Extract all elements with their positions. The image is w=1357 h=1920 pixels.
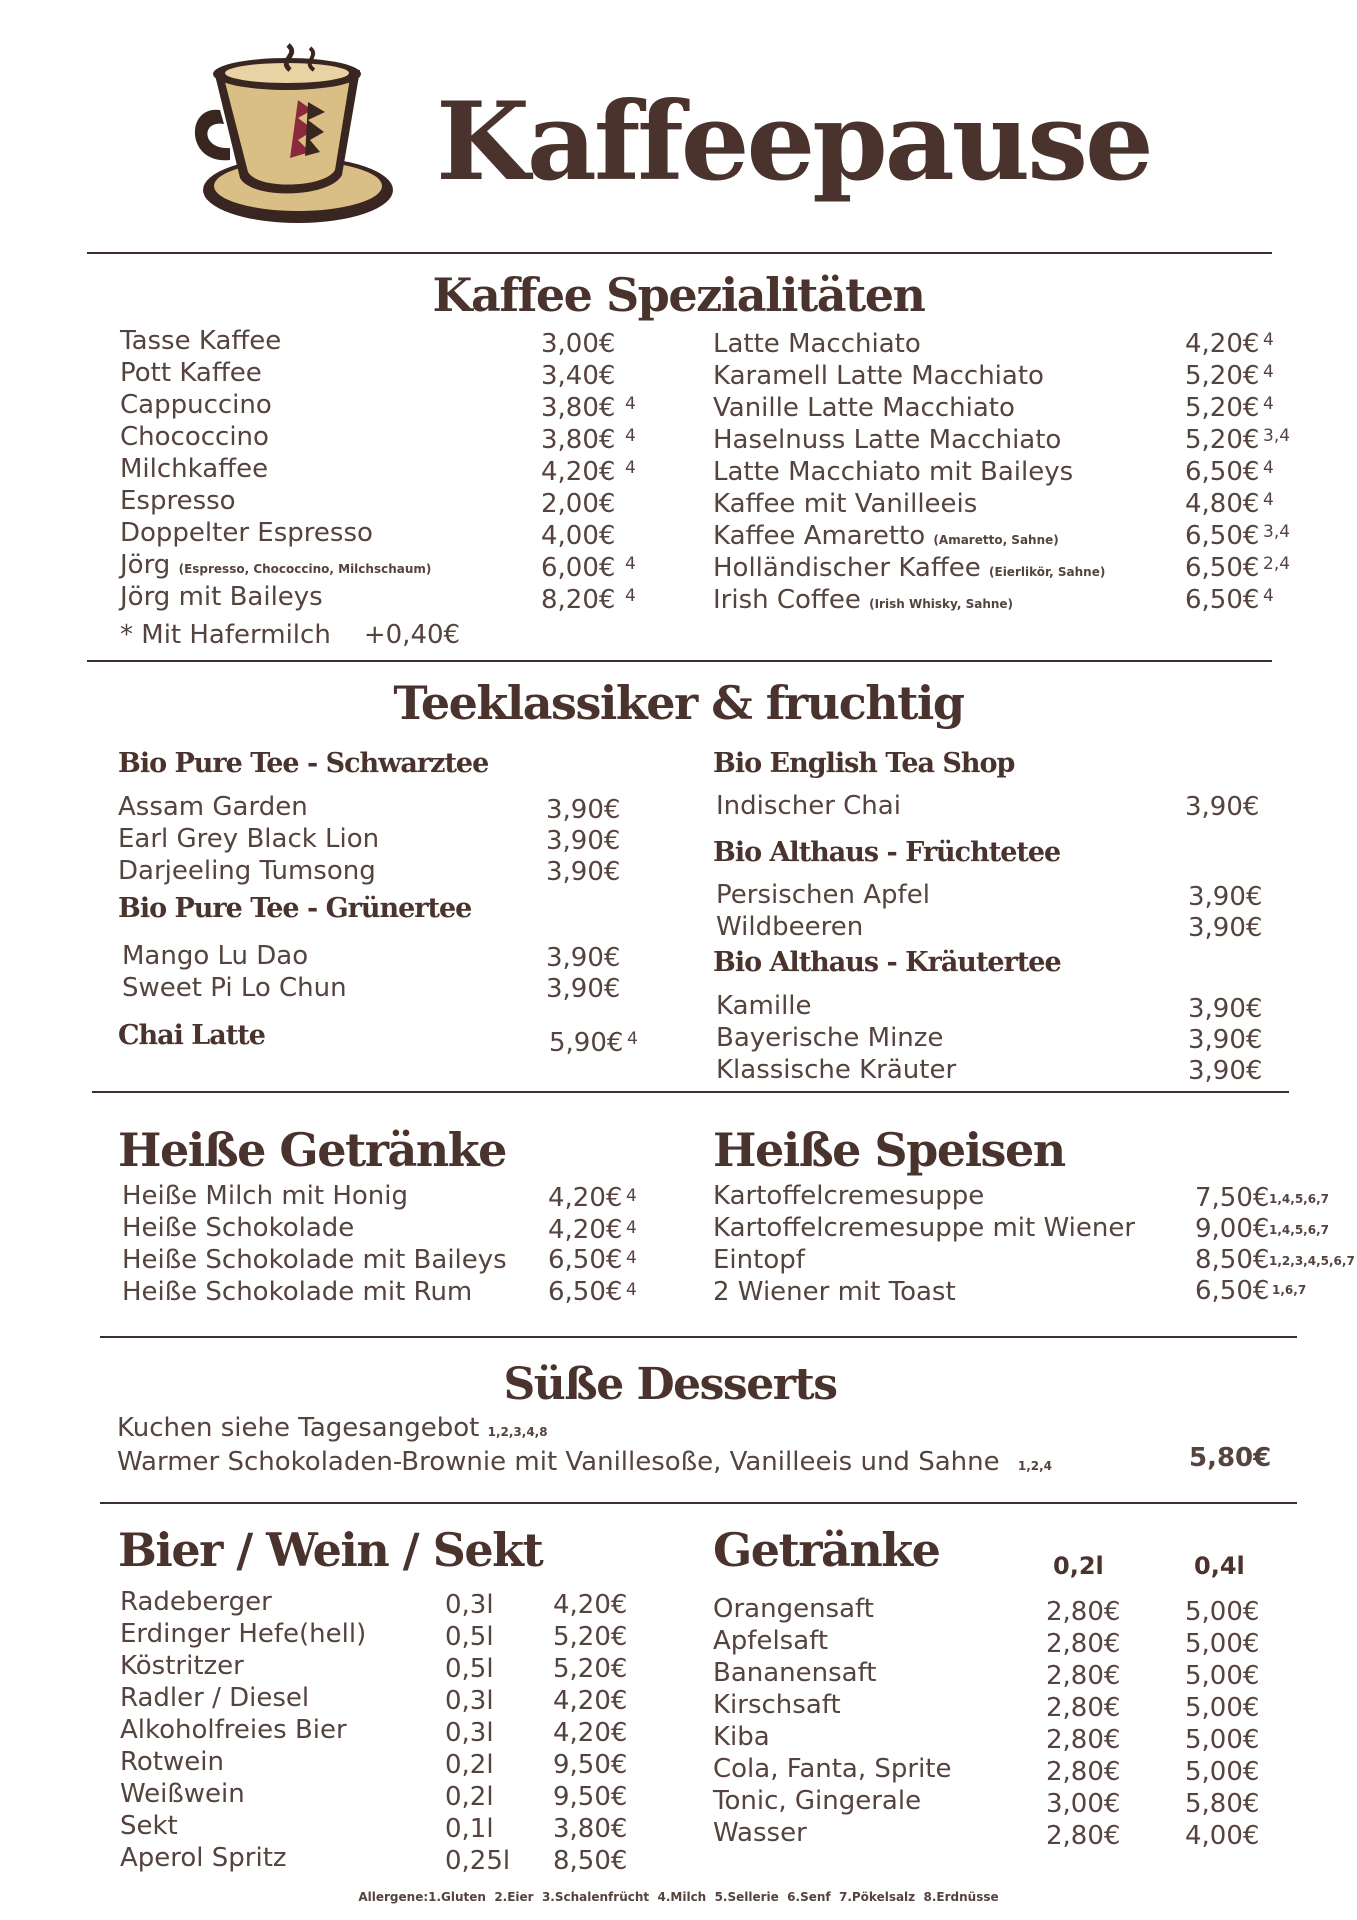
menu-item-name: Eintopf [713,1245,805,1275]
menu-item-price: 6,00€ [541,553,616,583]
allergen-code: 4 [1263,394,1274,414]
menu-item-price-small: 2,80€ [1046,1693,1121,1723]
coffee-cup-icon [190,40,400,230]
menu-item-name: Tasse Kaffee [120,326,282,356]
allergen-code: 1,2,4 [1017,1459,1053,1473]
menu-item-name: Klassische Kräuter [716,1055,957,1085]
menu-item-price: 3,90€ [546,943,621,973]
menu-item-name [713,552,1105,588]
menu-item-name: Apfelsaft [713,1626,829,1656]
menu-item-label: Irish Coffee [713,585,861,615]
menu-item-price: 6,50€ [1185,521,1260,551]
menu-item-price: 6,50€ [1185,553,1260,583]
menu-item-price: 3,40€ [541,361,616,391]
menu-item-price: 3,80€ [541,425,616,455]
menu-item-name: Cola, Fanta, Sprite [713,1754,952,1784]
menu-item-price: 3,80€ [541,393,616,423]
page-title: Kaffeepause [436,79,1151,205]
allergen-legend: Allergene:1.Gluten 2.Eier 3.Schalenfrücht 4.Milch 5.Sellerie 6.Senf 7.Pökelsalz 8.Erdnüsse [358,1890,999,1904]
divider [100,1336,1297,1338]
menu-item-name: Wasser [713,1818,807,1848]
menu-item-price-small: 2,80€ [1046,1757,1121,1787]
divider [92,1091,1289,1093]
menu-item-name [713,520,1059,556]
menu-item-name: Bayerische Minze [716,1023,944,1053]
menu-item-price: 3,90€ [1188,994,1263,1024]
menu-item-size: 0,3l [445,1686,494,1716]
menu-item-price: 3,80€ [553,1814,628,1844]
allergen-code: 4 [1263,330,1274,350]
menu-item-name: Sekt [120,1811,178,1841]
allergen-code: 4 [627,1029,638,1049]
menu-item-name: Jörg mit Baileys [120,582,323,612]
menu-item-name: Bananensaft [713,1658,877,1688]
menu-item-name: Cappuccino [120,390,272,420]
section-title-hot-drinks: Heiße Getränke [118,1123,506,1177]
menu-item-name: Indischer Chai [716,791,901,821]
section-title-desserts: Süße Desserts [503,1359,837,1410]
menu-item-price: 3,00€ [541,329,616,359]
menu-item-size: 0,2l [445,1750,494,1780]
menu-item-price-small: 3,00€ [1046,1789,1121,1819]
menu-item-name: Latte Macchiato [713,329,921,359]
menu-item-size: 0,3l [445,1590,494,1620]
subsection-title-english-tea: Bio English Tea Shop [713,748,1015,779]
menu-item-price-large: 5,00€ [1185,1725,1260,1755]
menu-item-price: 6,50€ [1195,1276,1270,1306]
menu-item-note: (Amaretto, Sahne) [933,533,1059,547]
menu-item-name: Kirschsaft [713,1690,841,1720]
allergen-code: 1,6,7 [1272,1283,1307,1297]
menu-item-name: Sweet Pi Lo Chun [122,973,347,1003]
allergen-code: 1,2,3,4,5,6,7 [1269,1254,1355,1268]
menu-item-price: 3,90€ [1185,792,1260,822]
section-title-hot-food: Heiße Speisen [713,1123,1065,1177]
menu-item-name [120,549,431,585]
menu-item-size: 0,1l [445,1814,494,1844]
menu-item-name: Kartoffelcremesuppe [713,1181,985,1211]
dessert-price: 5,80€ [1189,1443,1272,1473]
menu-item-name: Heiße Schokolade mit Baileys [122,1245,507,1275]
dessert-brownie [117,1446,1052,1482]
menu-item-price: 6,50€ [1185,585,1260,615]
menu-item-price: 4,20€ [548,1183,623,1213]
menu-item-name: Assam Garden [118,792,308,822]
menu-item-price: 5,20€ [1185,393,1260,423]
menu-item-name: Radeberger [120,1587,272,1617]
menu-item-name: Köstritzer [120,1651,244,1681]
menu-item-name: Chococcino [120,422,269,452]
dessert-name: Warmer Schokoladen-Brownie mit Vanillesoße, Vanilleeis und Sahne [117,1447,1000,1477]
subsection-title-herbal-tea: Bio Althaus - Kräutertee [713,947,1061,978]
menu-item-price: 6,50€ [548,1245,623,1275]
allergen-code: 4 [625,586,636,606]
menu-item-price: 8,50€ [553,1846,628,1876]
menu-item-price-large: 4,00€ [1185,1821,1260,1851]
menu-item-name: Haselnuss Latte Macchiato [713,425,1062,455]
menu-item-name: Vanille Latte Macchiato [713,393,1015,423]
menu-item-name: Earl Grey Black Lion [118,824,380,854]
menu-item-name: Radler / Diesel [120,1683,310,1713]
divider [87,660,1272,662]
menu-item-price-small: 2,80€ [1046,1629,1121,1659]
menu-item-name: Kaffee mit Vanilleeis [713,489,978,519]
menu-item-price: 3,90€ [546,826,621,856]
menu-item-label: Jörg [120,550,171,580]
subsection-title-fruit-tea: Bio Althaus - Früchtetee [713,837,1061,868]
menu-item-name: Wildbeeren [716,912,864,942]
menu-item-name: Latte Macchiato mit Baileys [713,457,1074,487]
menu-item-name: Heiße Schokolade [122,1213,355,1243]
menu-item-note: (Espresso, Chococcino, Milchschaum) [178,562,432,576]
subsection-title-green-tea: Bio Pure Tee - Grünertee [118,893,472,924]
menu-item-name: Aperol Spritz [120,1843,287,1873]
subsection-title-black-tea: Bio Pure Tee - Schwarztee [118,748,489,779]
menu-item-name: Kamille [716,991,812,1021]
menu-item-name: Tonic, Gingerale [713,1786,922,1816]
menu-item-price: 9,00€ [1195,1214,1270,1244]
menu-item-price: 4,20€ [553,1686,628,1716]
menu-item-name: 2 Wiener mit Toast [713,1277,956,1307]
allergen-code: 4 [626,1248,637,1268]
allergen-code: 1,4,5,6,7 [1269,1223,1329,1237]
menu-item-name: Orangensaft [713,1594,874,1624]
menu-item-name: Kiba [713,1722,770,1752]
menu-item-price: 3,90€ [1188,1025,1263,1055]
menu-item-price: 2,00€ [541,489,616,519]
oat-milk-note: * Mit Hafermilch +0,40€ [120,620,461,650]
menu-item-price: 5,20€ [1185,361,1260,391]
menu-item-name: Doppelter Espresso [120,518,373,548]
dessert-cake [117,1412,548,1448]
menu-item-price-large: 5,00€ [1185,1629,1260,1659]
allergen-code: 4 [625,554,636,574]
divider [87,252,1272,254]
menu-item-price: 4,00€ [541,521,616,551]
menu-item-price: 5,90€ [549,1028,624,1058]
section-title-drinks: Getränke [713,1523,940,1577]
section-title-tea: Teeklassiker & fruchtig [393,676,964,730]
divider [100,1502,1297,1504]
menu-item-price: 3,90€ [1188,913,1263,943]
menu-item-price: 4,20€ [553,1718,628,1748]
allergen-code: 4 [625,426,636,446]
menu-item-price: 7,50€ [1195,1183,1270,1213]
allergen-code: 4 [625,458,636,478]
menu-item-name: Pott Kaffee [120,358,262,388]
menu-item-price: 9,50€ [553,1750,628,1780]
menu-item-note: (Eierlikör, Sahne) [989,565,1106,579]
section-title-coffee: Kaffee Spezialitäten [432,268,925,322]
menu-item-price-large: 5,80€ [1185,1789,1260,1819]
menu-item-size: 0,3l [445,1718,494,1748]
menu-item-price-large: 5,00€ [1185,1661,1260,1691]
menu-item-note: (Irish Whisky, Sahne) [869,597,1014,611]
menu-item-name: Persischen Apfel [716,880,930,910]
menu-item-price-small: 2,80€ [1046,1661,1121,1691]
allergen-code: 4 [626,1280,637,1300]
allergen-code: 4 [1263,362,1274,382]
menu-item-price: 6,50€ [1185,457,1260,487]
menu-item-name: Milchkaffee [120,454,269,484]
menu-item-price: 8,20€ [541,585,616,615]
menu-item-price: 3,90€ [1188,1056,1263,1086]
menu-item-price: 4,20€ [548,1215,623,1245]
menu-item-price-large: 5,00€ [1185,1597,1260,1627]
menu-item-name: Darjeeling Tumsong [118,856,376,886]
menu-item-name: Heiße Schokolade mit Rum [122,1277,473,1307]
allergen-code: 4 [626,1218,637,1238]
menu-item-name: Rotwein [120,1747,224,1777]
menu-item-name: Karamell Latte Macchiato [713,361,1044,391]
menu-item-size: 0,5l [445,1622,494,1652]
chai-latte-title: Chai Latte [118,1020,265,1051]
allergen-code: 4 [625,394,636,414]
size-header-small: 0,2l [1053,1552,1104,1580]
dessert-name: Kuchen siehe Tagesangebot [117,1413,480,1443]
menu-item-price: 4,20€ [553,1590,628,1620]
menu-item-name: Mango Lu Dao [122,941,309,971]
menu-item-name: Alkoholfreies Bier [120,1715,347,1745]
menu-item-price: 3,90€ [546,857,621,887]
menu-item-price: 3,90€ [1188,882,1263,912]
menu-item-price-small: 2,80€ [1046,1821,1121,1851]
allergen-code: 1,2,3,4,8 [487,1425,548,1439]
allergen-code: 3,4 [1263,426,1291,446]
menu-item-price: 5,20€ [553,1654,628,1684]
allergen-code: 4 [1263,458,1274,478]
menu-item-price: 3,90€ [546,974,621,1004]
menu-item-price: 3,90€ [546,795,621,825]
menu-item-price: 6,50€ [548,1277,623,1307]
allergen-code: 4 [1263,490,1274,510]
menu-item-price: 4,20€ [1185,329,1260,359]
menu-item-price: 8,50€ [1195,1245,1270,1275]
menu-item-size: 0,25l [445,1846,511,1876]
menu-item-label: Kaffee Amaretto [713,521,926,551]
allergen-code: 4 [626,1186,637,1206]
allergen-code: 4 [1263,586,1274,606]
menu-item-price: 9,50€ [553,1782,628,1812]
menu-item-name: Erdinger Hefe(hell) [120,1619,367,1649]
allergen-code: 1,4,5,6,7 [1269,1192,1329,1206]
menu-item-price-small: 2,80€ [1046,1725,1121,1755]
menu-item-name [713,584,1013,620]
allergen-code: 2,4 [1263,554,1291,574]
allergen-code: 3,4 [1263,522,1291,542]
menu-item-size: 0,2l [445,1782,494,1812]
menu-item-price-large: 5,00€ [1185,1693,1260,1723]
menu-item-name: Kartoffelcremesuppe mit Wiener [713,1213,1136,1243]
menu-item-price-small: 2,80€ [1046,1597,1121,1627]
menu-item-label: Holländischer Kaffee [713,553,981,583]
menu-item-price-large: 5,00€ [1185,1757,1260,1787]
size-header-large: 0,4l [1194,1552,1245,1580]
menu-item-name: Espresso [120,486,236,516]
menu-item-price: 5,20€ [1185,425,1260,455]
menu-item-price: 4,20€ [541,457,616,487]
menu-item-size: 0,5l [445,1654,494,1684]
menu-item-price: 5,20€ [553,1622,628,1652]
section-title-beer-wine: Bier / Wein / Sekt [118,1523,543,1577]
menu-item-name: Weißwein [120,1779,245,1809]
menu-item-name: Heiße Milch mit Honig [122,1181,408,1211]
menu-item-price: 4,80€ [1185,489,1260,519]
